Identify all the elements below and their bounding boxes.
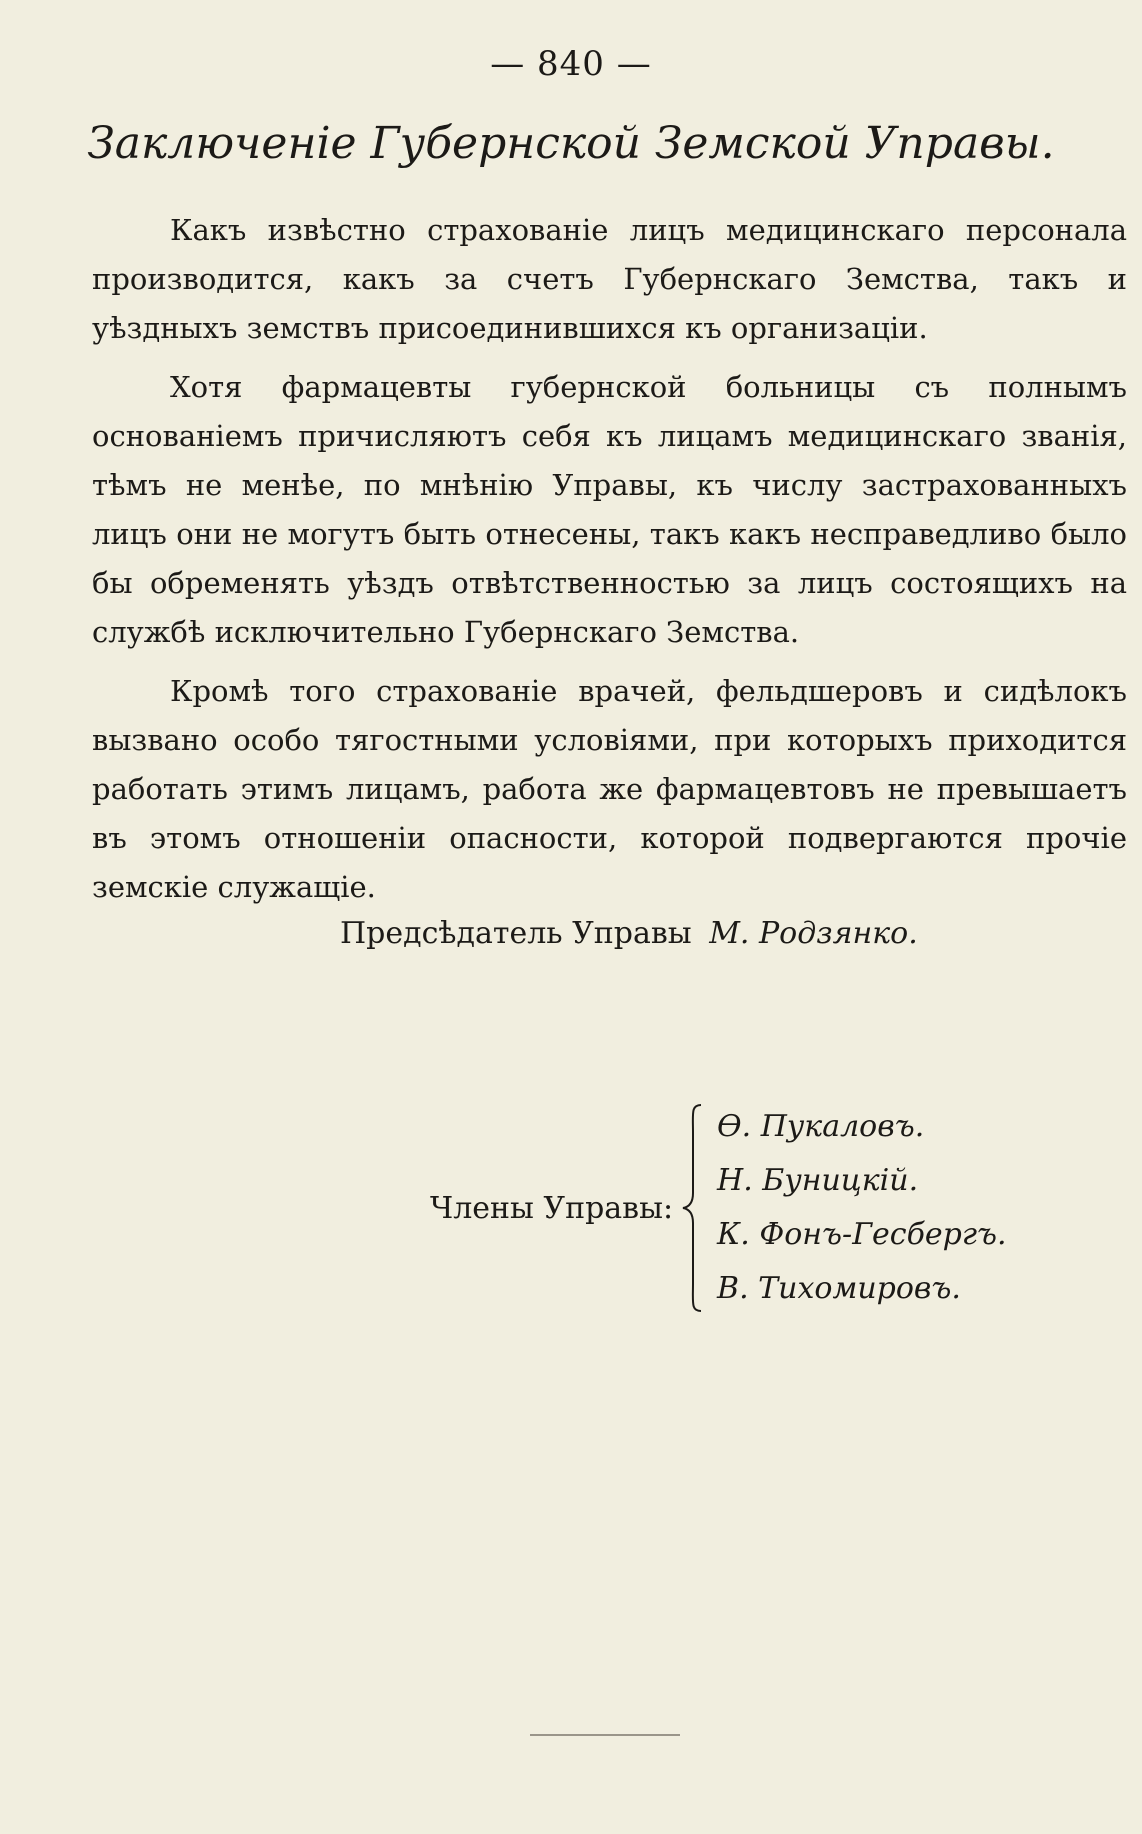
members-list (717, 1100, 1007, 1316)
member-name: В. Тихомировъ. (717, 1271, 961, 1306)
members-block (430, 1100, 1007, 1316)
chairman-title: Предсѣдатель Управы (340, 916, 692, 951)
curly-brace-icon (681, 1103, 703, 1313)
member-name: К. Фонъ-Гесбергъ. (717, 1217, 1007, 1252)
body-text (92, 206, 1127, 922)
paragraph-2: Хотя фармацевты губернской больницы съ полнымъ основаніемъ причисляютъ себя къ лицамъ медицинскаго званія, тѣмъ не менѣе, по мнѣнію Управы, къ числу застрахованныхъ лицъ они не могутъ быть отнесены, такъ какъ несправедливо было бы обременять уѣздъ отвѣтственностью за лицъ состоящихъ на службѣ исключительно Губернскаго Земства. (92, 370, 1127, 649)
chairman-name: М. Родзянко. (709, 916, 918, 951)
paragraph-3: Кромѣ того страхованіе врачей, фельдшеровъ и сидѣлокъ вызвано особо тягостными условіями, при которыхъ приходится работать этимъ лицамъ, работа же фармацевтовъ не превышаетъ въ этомъ отношеніи опасности, которой подвергаются прочіе земскіе служащіе. (92, 674, 1127, 904)
paragraph-1: Какъ извѣстно страхованіе лицъ медицинскаго персонала производится, какъ за счетъ Губернскаго Земства, такъ и уѣздныхъ земствъ присоединившихся къ организаціи. (92, 213, 1127, 345)
document-heading: Заключеніе Губернской Земской Управы. (87, 118, 1055, 169)
page-number: — 840 — (490, 44, 652, 84)
bottom-divider (530, 1734, 680, 1736)
chairman-signature (340, 916, 918, 951)
members-label: Члены Управы: (430, 1190, 674, 1226)
member-name: Ѳ. Пукаловъ. (717, 1109, 925, 1144)
member-name: Н. Буницкій. (717, 1163, 919, 1198)
